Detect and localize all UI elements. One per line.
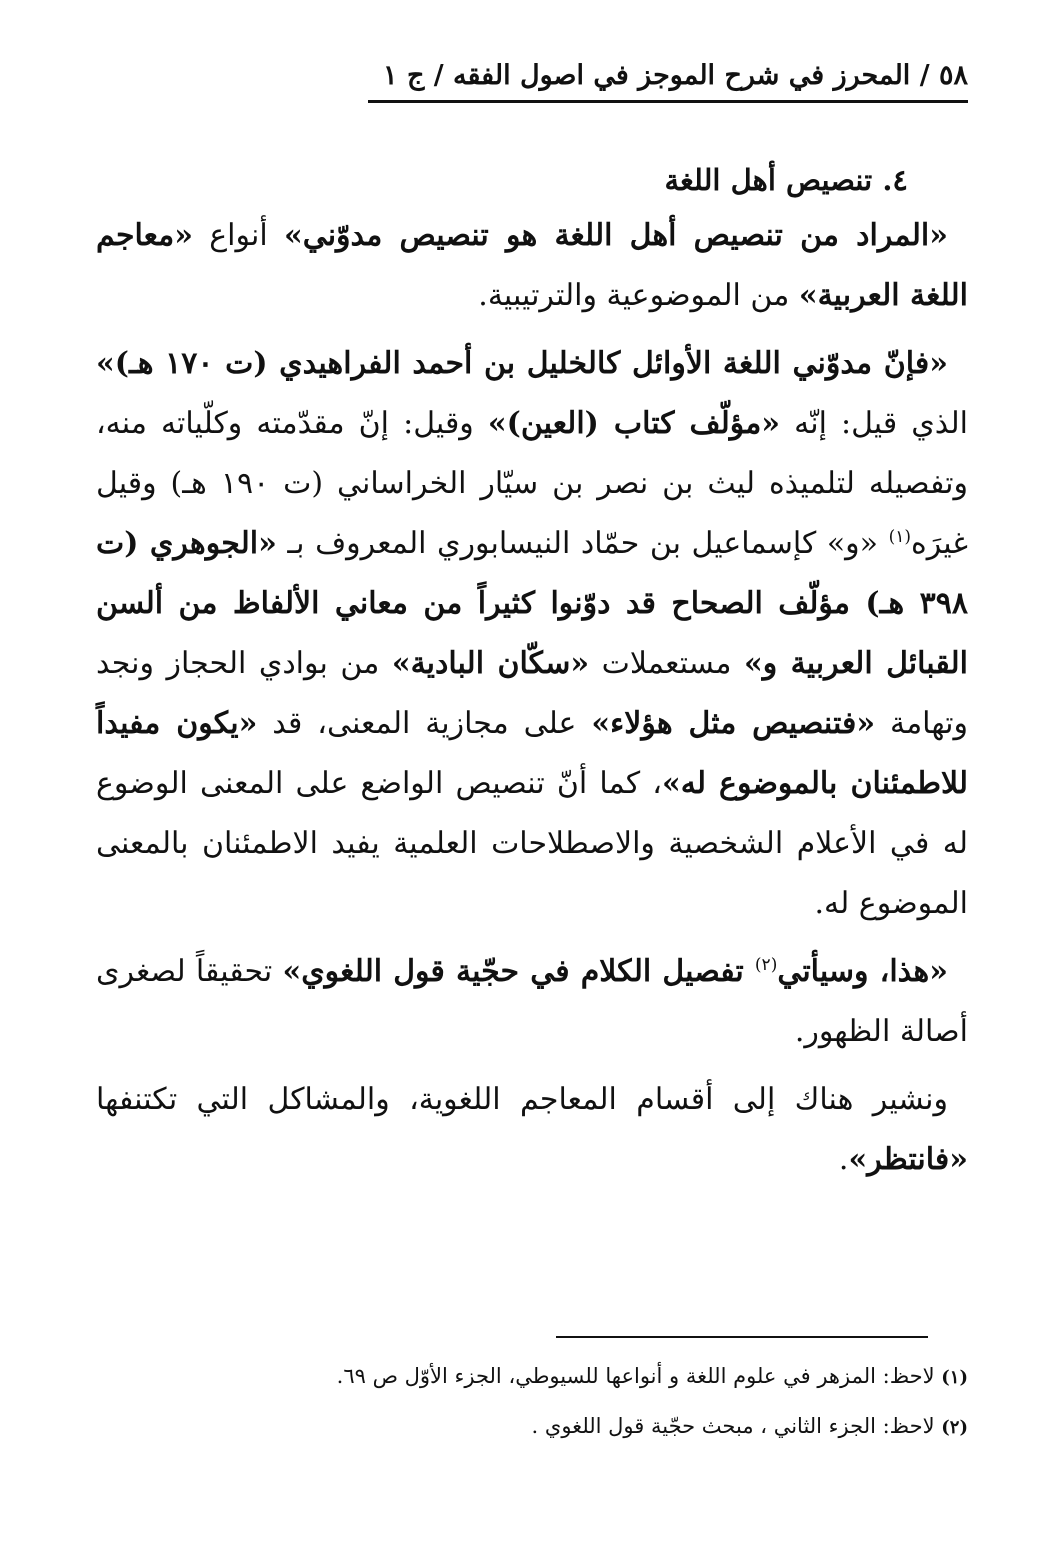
paragraph-4	[96, 1070, 968, 1190]
footnote-rule	[556, 1336, 928, 1338]
header-rule	[368, 100, 968, 103]
text-span: من الموضوعية والترتيبية.	[478, 278, 799, 313]
text-span: «و»	[826, 526, 879, 561]
running-header: ٥٨ / المحرز في شرح الموجز في اصول الفقه / ج ١	[383, 60, 968, 91]
footnotes	[108, 1362, 968, 1462]
text-span: على مجازية المعنى، قد	[257, 706, 592, 741]
quote-span: «هذا، وسيأتي	[777, 954, 948, 989]
footnote-ref-1: (١)	[888, 527, 911, 547]
text-span: الذي قيل: إنّه	[780, 406, 968, 441]
footnote-number: (١)	[941, 1367, 968, 1388]
quote-span: «فانتظر»	[848, 1142, 968, 1177]
footnote-ref-2: (٢)	[754, 955, 778, 975]
paragraph-2	[96, 334, 968, 934]
text-span	[878, 526, 889, 561]
quote-span: «فتنصيص مثل هؤلاء»	[591, 706, 876, 741]
quote-span: «معاجم اللغة العربية»	[96, 218, 968, 313]
quote-span: «فإنّ مدوّني اللغة الأوائل كالخليل بن أحمد الفراهيدي (ت ١٧٠ هـ)»	[96, 346, 948, 381]
paragraph-3	[96, 942, 968, 1062]
quote-span: تفصيل الكلام في حجّية قول اللغوي»	[282, 954, 755, 989]
quote-span: «يكون مفيداً للاطمئنان بالموضوع له»	[96, 706, 969, 801]
text-span: كإسماعيل بن حمّاد النيسابوري المعروف بـ	[276, 526, 827, 561]
text-span: أنواع	[192, 218, 284, 253]
footnote-2	[108, 1412, 968, 1442]
quote-span: «الجوهري (ت ٣٩٨ هـ) مؤلّف الصحاح قد دوّنوا كثيراً من معاني الألفاظ من ألسن القبائل العربية و»	[96, 526, 969, 681]
footnote-1	[108, 1362, 968, 1392]
text-span: تحقيقاً لصغرى أصالة الظهور.	[96, 954, 968, 1049]
footnote-text: لاحظ: المزهر في علوم اللغة و أنواعها للسيوطي، الجزء الأوّل ص ٦٩.	[336, 1364, 942, 1388]
text-span: وقيل: إنّ مقدّمته وكلّياته منه، وتفصيله لتلميذه ليث بن نصر بن سيّار الخراساني (ت ١٩٠ هـ) وقيل غيرَه	[96, 406, 968, 561]
paragraph-1	[96, 206, 968, 326]
footnote-number: (٢)	[941, 1417, 968, 1438]
footnote-text: لاحظ: الجزء الثاني ، مبحث حجّية قول اللغوي .	[531, 1414, 942, 1438]
quote-span: «سكّان البادية»	[391, 646, 590, 681]
text-span: من بوادي الحجاز ونجد وتهامة	[96, 646, 968, 741]
text-span: ونشير هناك إلى أقسام المعاجم اللغوية، والمشاكل التي تكتنفها	[96, 1082, 948, 1117]
text-span: مستعملات	[589, 646, 744, 681]
text-span: ، كما أنّ تنصيص الواضع على المعنى الوضوع له في الأعلام الشخصية والاصطلاحات العلمية يفيد الاطمئنان بالمعنى الموضوع له.	[96, 766, 968, 921]
quote-span: «مؤلّف كتاب (العين)»	[487, 406, 781, 441]
text-span: .	[838, 1142, 849, 1177]
section-title: ٤. تنصيص أهل اللغة	[664, 163, 908, 197]
quote-span: «المراد من تنصيص أهل اللغة هو تنصيص مدوّني»	[283, 218, 948, 253]
main-text	[96, 160, 968, 1190]
